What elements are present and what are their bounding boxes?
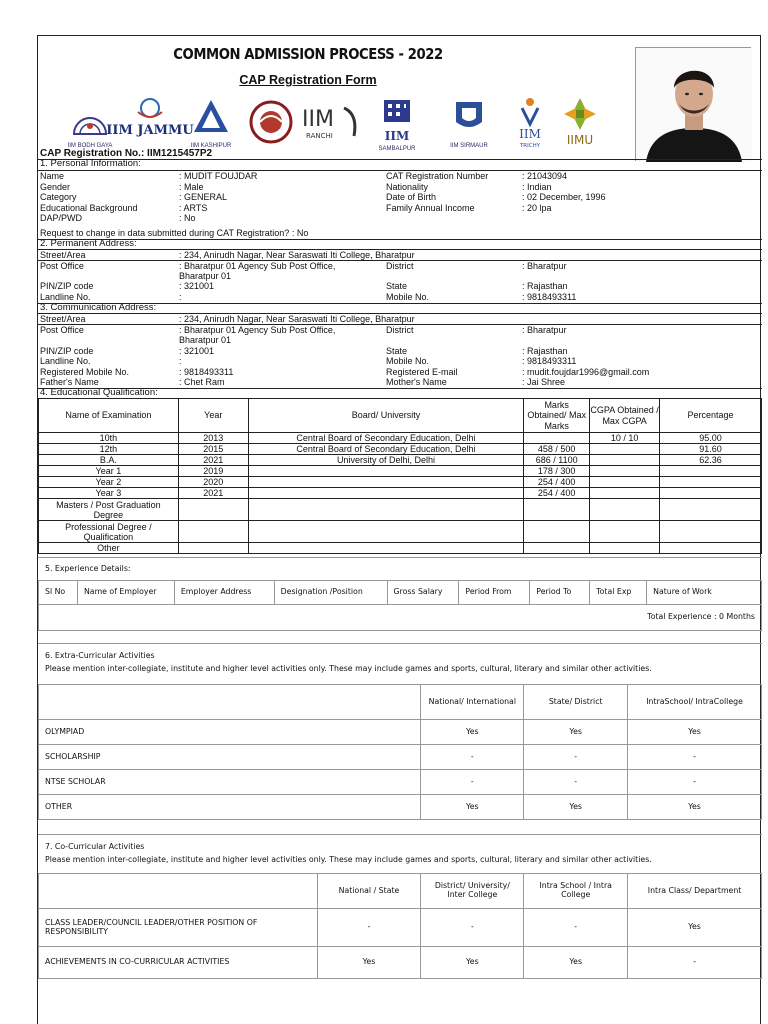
perm-state-label: State: [386, 281, 408, 291]
communication-address-heading: 3. Communication Address:: [40, 302, 157, 313]
table-row: 12th 2015 Central Board of Secondary Education, Delhi 458 / 500 91.60: [39, 444, 762, 455]
extra-col-intra: IntraSchool/ IntraCollege: [628, 685, 762, 720]
table-row: NTSE SCHOLAR - - -: [39, 770, 762, 795]
table-row: OTHER Yes Yes Yes: [39, 795, 762, 820]
svg-text:RANCHI: RANCHI: [306, 132, 333, 140]
iim-logos-strip: [60, 96, 600, 153]
co-curricular-heading: 7. Co-Curricular Activities: [45, 842, 145, 851]
exp-col-designation: Designation /Position: [274, 581, 387, 605]
comm-post-label: Post Office: [40, 325, 84, 335]
total-experience: Total Experience : 0 Months: [39, 605, 762, 631]
nationality-label: Nationality: [386, 182, 429, 192]
perm-pin-value: : 321001: [179, 281, 215, 291]
edu-col-board: Board/ University: [248, 399, 524, 433]
perm-mobile-label: Mobile No.: [386, 292, 430, 302]
co-curricular-table: [38, 873, 762, 979]
comm-mobile-label: Mobile No.: [386, 356, 430, 366]
gender-value: : Male: [179, 182, 204, 192]
perm-post-label: Post Office: [40, 261, 84, 271]
comm-mobile-value: : 9818493311: [522, 356, 577, 366]
comm-pin-label: PIN/ZIP code: [40, 346, 94, 356]
iim-emblem-logo: [246, 96, 296, 150]
education-background-value: : ARTS: [179, 203, 208, 213]
dob-label: Date of Birth: [386, 192, 437, 202]
exp-col-total: Total Exp: [590, 581, 647, 605]
education-table: [38, 398, 762, 554]
permanent-address-heading: 2. Permanent Address:: [40, 238, 137, 249]
comm-state-value: : Rajasthan: [522, 346, 568, 356]
personal-info-heading: 1. Personal Information:: [40, 158, 141, 169]
iim-trichy-logo: [510, 96, 550, 150]
table-row: B.A. 2021 University of Delhi, Delhi 686 / 1100 62.36: [39, 455, 762, 466]
iim-kashipur-logo: IIM KASHIPUR: [186, 96, 236, 150]
table-row: 10th 2013 Central Board of Secondary Education, Delhi 10 / 10 95.00: [39, 433, 762, 444]
extra-col-national: National/ International: [421, 685, 524, 720]
iim-sirmaur-logo: IIM SIRMAUR: [440, 96, 498, 150]
edu-col-cgpa: CGPA Obtained / Max CGPA: [590, 399, 660, 433]
perm-pin-label: PIN/ZIP code: [40, 281, 94, 291]
experience-table: [38, 580, 762, 631]
comm-street-label: Street/Area: [40, 314, 86, 324]
perm-street-value: : 234, Anirudh Nagar, Near Saraswati Iti College, Bharatpur: [179, 250, 415, 260]
table-row: Year 1 2019 178 / 300: [39, 466, 762, 477]
form-subtitle: CAP Registration Form: [239, 73, 377, 87]
reg-mobile-value: : 9818493311: [179, 367, 234, 377]
edu-col-percentage: Percentage: [660, 399, 762, 433]
extra-curricular-table: [38, 684, 762, 820]
exp-col-slno: Sl No: [39, 581, 78, 605]
iimu-logo: [560, 96, 600, 150]
perm-post-value: : Bharatpur 01 Agency Sub Post Office,: [179, 261, 336, 271]
table-row: CLASS LEADER/COUNCIL LEADER/OTHER POSITION OF RESPONSIBILITY - - - Yes: [39, 909, 762, 947]
mother-name-label: Mother's Name: [386, 377, 447, 387]
co-curricular-note: Please mention inter-collegiate, institute and higher level activities only. These may include games and sports, cultural, literary and similar other activities.: [45, 855, 652, 864]
perm-landline-value: :: [179, 292, 182, 302]
perm-mobile-value: : 9818493311: [522, 292, 577, 302]
father-name-value: : Chet Ram: [179, 377, 225, 387]
perm-state-value: : Rajasthan: [522, 281, 568, 291]
nationality-value: : Indian: [522, 182, 552, 192]
exp-col-salary: Gross Salary: [387, 581, 459, 605]
comm-district-value: : Bharatpur: [522, 325, 567, 335]
applicant-photo-image: [636, 48, 752, 162]
edu-col-year: Year: [178, 399, 248, 433]
experience-heading: 5. Experience Details:: [45, 564, 131, 573]
iim-sambalpur-logo: IIM SAMBALPUR: [366, 96, 428, 150]
comm-street-value: : 234, Anirudh Nagar, Near Saraswati Iti College, Bharatpur: [179, 314, 415, 324]
exp-col-from: Period From: [459, 581, 530, 605]
co-col-intra-class: Intra Class/ Department: [628, 874, 762, 909]
extra-curricular-note: Please mention inter-collegiate, institute and higher level activities only. These may include games and sports, cultural, literary and similar other activities.: [45, 664, 652, 673]
edu-col-exam: Name of Examination: [39, 399, 179, 433]
comm-landline-value: :: [179, 356, 182, 366]
education-background-label: Educational Background: [40, 203, 138, 213]
exp-col-to: Period To: [530, 581, 590, 605]
cap-registration-number: CAP Registration No.: IIM1215457P2: [40, 148, 213, 159]
name-value: : MUDIT FOUJDAR: [179, 171, 258, 181]
exp-col-nature: Nature of Work: [647, 581, 762, 605]
exp-col-address: Employer Address: [174, 581, 274, 605]
reg-email-label: Registered E-mail: [386, 367, 458, 377]
comm-post-value-2: Bharatpur 01: [179, 335, 232, 345]
co-col-intra-school: Intra School / Intra College: [524, 874, 628, 909]
name-label: Name: [40, 171, 65, 181]
svg-text:IIM: IIM: [384, 129, 410, 143]
comm-landline-label: Landline No.: [40, 356, 91, 366]
registration-form-page: [37, 35, 761, 1024]
svg-text:IIM JAMMU: IIM JAMMU: [106, 123, 194, 138]
svg-text:IIM: IIM: [519, 127, 541, 141]
comm-pin-value: : 321001: [179, 346, 215, 356]
mother-name-value: : Jai Shree: [522, 377, 566, 387]
applicant-photo: [635, 47, 751, 161]
table-row: Year 3 2021 254 / 400: [39, 488, 762, 499]
table-row: SCHOLARSHIP - - -: [39, 745, 762, 770]
gender-label: Gender: [40, 182, 71, 192]
comm-post-value: : Bharatpur 01 Agency Sub Post Office,: [179, 325, 336, 335]
cat-registration-label: CAT Registration Number: [386, 171, 489, 181]
table-row: Masters / Post Graduation Degree: [39, 499, 762, 521]
perm-landline-label: Landline No.: [40, 292, 91, 302]
svg-text:IIM: IIM: [302, 107, 334, 132]
perm-street-label: Street/Area: [40, 250, 86, 260]
request-change-text: Request to change in data submitted during CAT Registration? : No: [40, 228, 309, 238]
iim-bodh-gaya-logo: IIM BODH GAYA: [60, 96, 120, 150]
comm-district-label: District: [386, 325, 414, 335]
comm-state-label: State: [386, 346, 408, 356]
perm-district-value: : Bharatpur: [522, 261, 567, 271]
extra-curricular-heading: 6. Extra-Curricular Activities: [45, 651, 155, 660]
svg-text:TRICHY: TRICHY: [519, 143, 541, 149]
iim-jammu-logo: [106, 96, 194, 150]
dob-value: : 02 December, 1996: [522, 192, 606, 202]
co-col-national: National / State: [317, 874, 421, 909]
table-row: Year 2 2020 254 / 400: [39, 477, 762, 488]
extra-col-state: State/ District: [524, 685, 628, 720]
education-heading: 4. Educational Qualification:: [40, 387, 158, 398]
table-row: OLYMPIAD Yes Yes Yes: [39, 720, 762, 745]
dap-pwd-value: : No: [179, 213, 196, 223]
table-row: Other: [39, 543, 762, 554]
category-value: : GENERAL: [179, 192, 228, 202]
iim-ranchi-logo: [300, 96, 362, 150]
dap-pwd-label: DAP/PWD: [40, 213, 83, 223]
reg-email-value: : mudit.foujdar1996@gmail.com: [522, 367, 650, 377]
svg-text:IIMU: IIMU: [566, 133, 594, 147]
perm-post-value-2: Bharatpur 01: [179, 271, 232, 281]
edu-col-marks: Marks Obtained/ Max Marks: [524, 399, 590, 433]
reg-mobile-label: Registered Mobile No.: [40, 367, 130, 377]
perm-district-label: District: [386, 261, 414, 271]
father-name-label: Father's Name: [40, 377, 99, 387]
exp-col-employer: Name of Employer: [77, 581, 174, 605]
cat-registration-value: : 21043094: [522, 171, 568, 181]
form-title: COMMON ADMISSION PROCESS - 2022: [173, 45, 443, 63]
table-row: Professional Degree / Qualification: [39, 521, 762, 543]
table-row: ACHIEVEMENTS IN CO-CURRICULAR ACTIVITIES Yes Yes Yes -: [39, 947, 762, 979]
co-col-district: District/ University/ Inter College: [421, 874, 524, 909]
family-income-value: : 20 lpa: [522, 203, 552, 213]
family-income-label: Family Annual Income: [386, 203, 475, 213]
category-label: Category: [40, 192, 77, 202]
